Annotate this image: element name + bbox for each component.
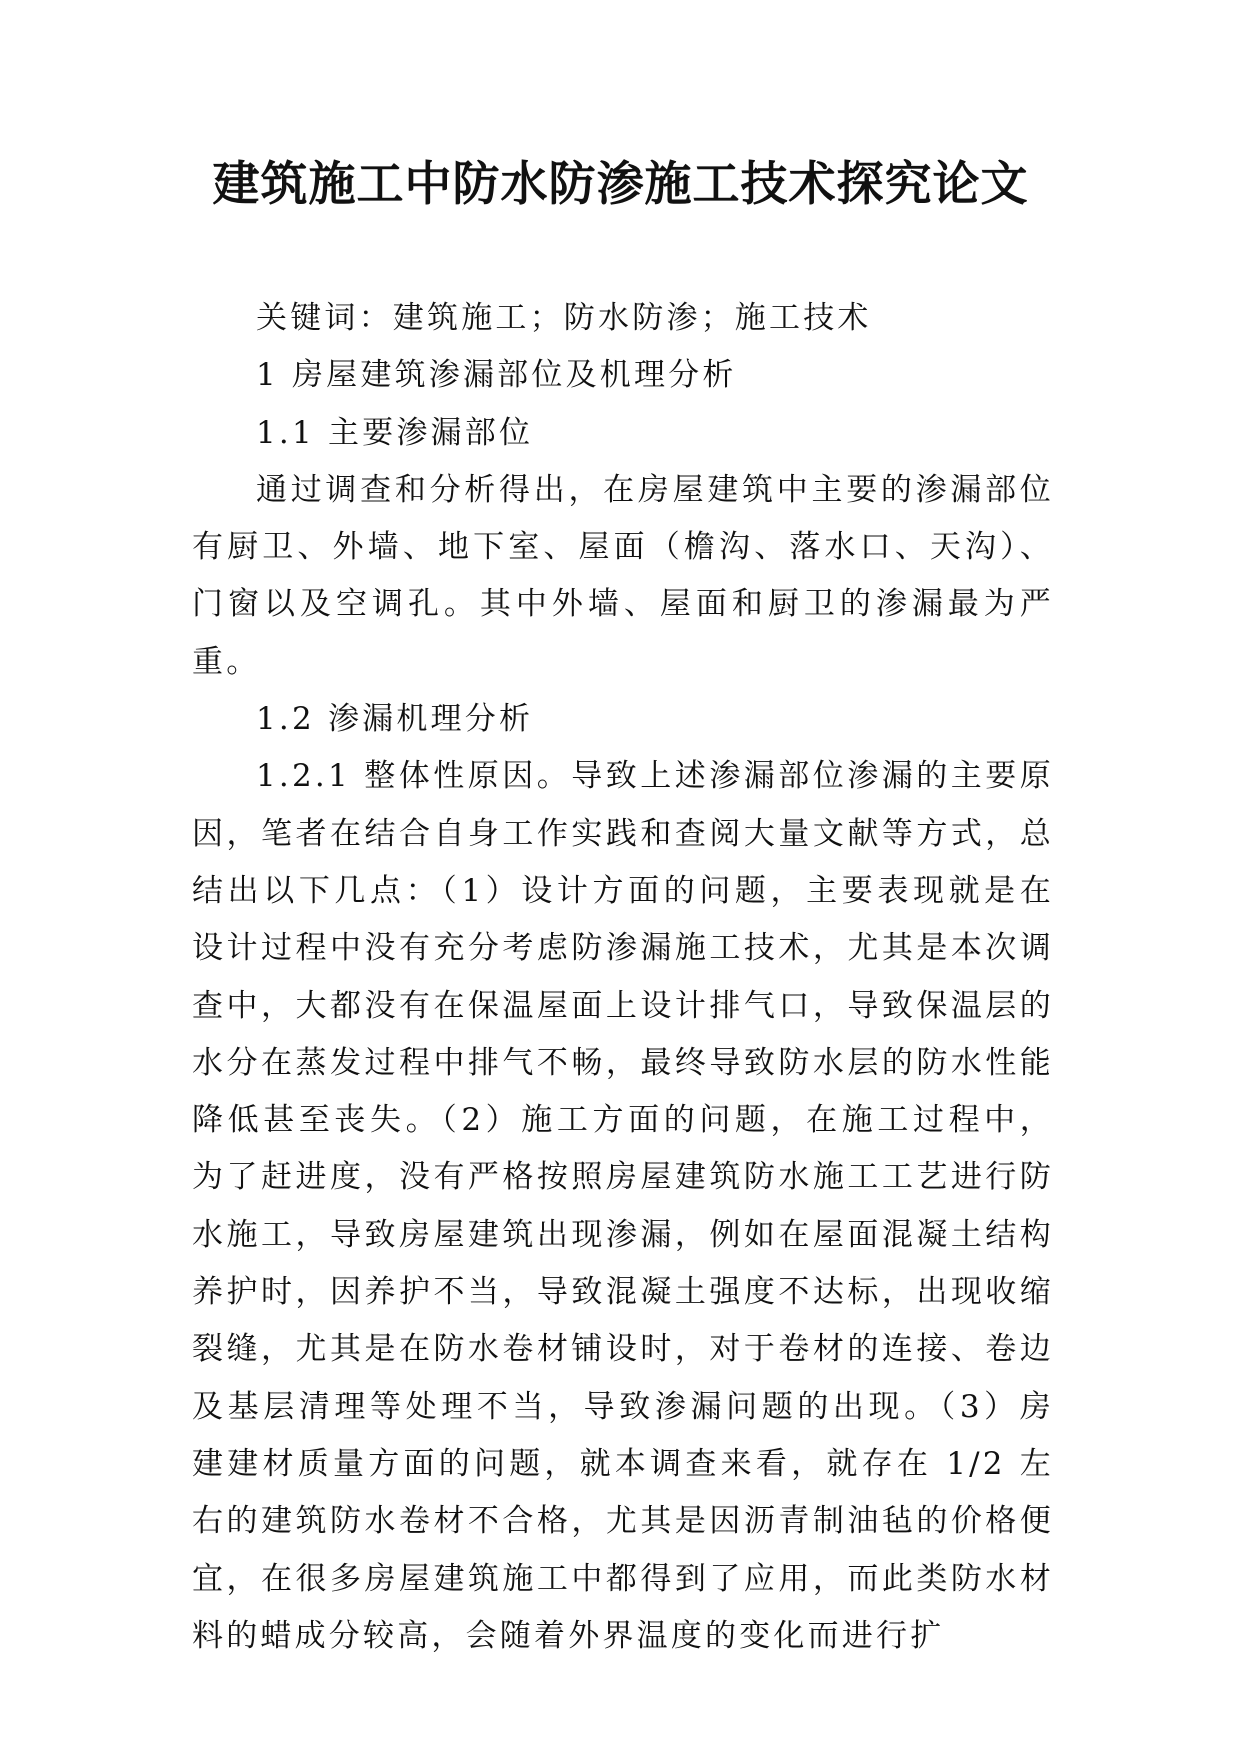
section-heading: 1 房屋建筑渗漏部位及机理分析: [256, 357, 737, 394]
body-paragraph: 通过调查和分析得出，在房屋建筑中主要的渗漏部位有厨卫、外墙、地下室、屋面（檐沟、落水口、天沟）、门窗以及空调孔。其中外墙、屋面和厨卫的渗漏最为严重。: [192, 471, 1054, 680]
document-title: 建筑施工中防水防渗施工技术探究论文: [212, 157, 1029, 212]
document-body: [192, 290, 1054, 1665]
keywords-paragraph: 关键词：建筑施工；防水防渗；施工技术: [256, 300, 872, 336]
subsection-heading: 1.2 渗漏机理分析: [256, 701, 534, 738]
subsection-heading: 1.1 主要渗漏部位: [256, 414, 534, 451]
body-paragraph: 1.2.1 整体性原因。导致上述渗漏部位渗漏的主要原因，笔者在结合自身工作实践和查阅大量文献等方式，总结出以下几点：（1）设计方面的问题，主要表现就是在设计过程中没有充分考虑防渗漏施工技术，尤其是本次调查中，大都没有在保温屋面上设计排气口，导致保温层的水分在蒸发过程中排气不畅，最终导致防水层的防水性能降低甚至丧失。（2）施工方面的问题，在施工过程中，为了赶进度，没有严格按照房屋建筑防水施工工艺进行防水施工，导致房屋建筑出现渗漏，例如在屋面混凝土结构养护时，因养护不当，导致混凝土强度不达标，出现收缩裂缝，尤其是在防水卷材铺设时，对于卷材的连接、卷边及基层清理等处理不当，导致渗漏问题的出现。（3）房建建材质量方面的问题，就本调查来看，就存在 1/2 左右的建筑防水卷材不合格，尤其是因沥青制油毡的价格便宜，在很多房屋建筑施工中都得到了应用，而此类防水材料的蜡成分较高，会随着外界温度的变化而进行扩: [192, 758, 1054, 1654]
